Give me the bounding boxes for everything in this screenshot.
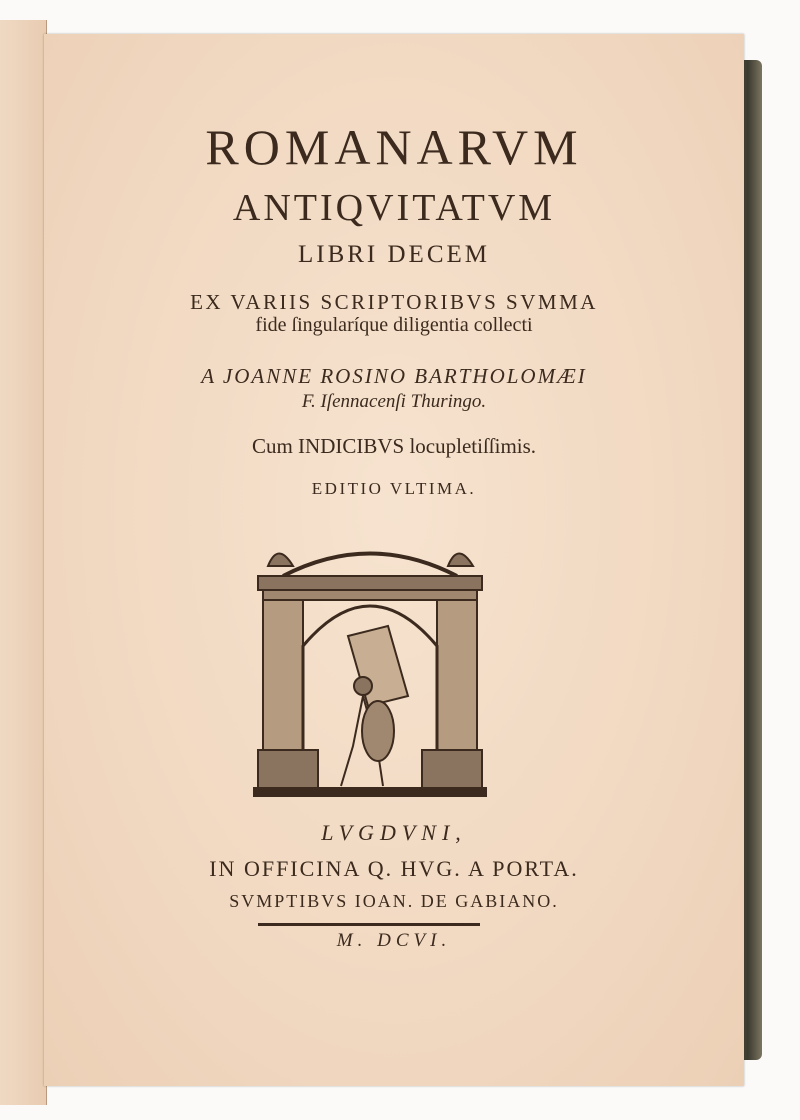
title-line-3: LIBRI DECEM <box>297 241 491 268</box>
author-line-2: F. Iſennacenſi Thuringo. <box>301 391 487 412</box>
printers-device-woodcut <box>253 526 487 798</box>
subtitle-line-1: EX VARIIS SCRIPTORIBVS SVMMA <box>190 290 598 314</box>
divider-rule <box>258 923 480 926</box>
title-line-2: ANTIQVITATVM <box>232 187 556 229</box>
imprint-printer: IN OFFICINA Q. HVG. A PORTA. <box>209 856 579 881</box>
title-line-1: ROMANARVM <box>205 119 583 175</box>
edition-line: EDITIO VLTIMA. <box>311 479 477 498</box>
indices-line: Cum INDICIBVS locupletiſſimis. <box>251 434 537 458</box>
imprint-sponsor: SVMPTIBVS IOAN. DE GABIANO. <box>229 891 559 911</box>
subtitle-line-2: fide ſingularíque diligentia collecti <box>255 314 533 336</box>
imprint-year: M. DCVI. <box>336 930 452 951</box>
imprint-place: LVGDVNI, <box>321 820 467 845</box>
author-line-1: A JOANNE ROSINO BARTHOLOMÆI <box>201 364 587 388</box>
left-page-edge <box>0 20 47 1105</box>
